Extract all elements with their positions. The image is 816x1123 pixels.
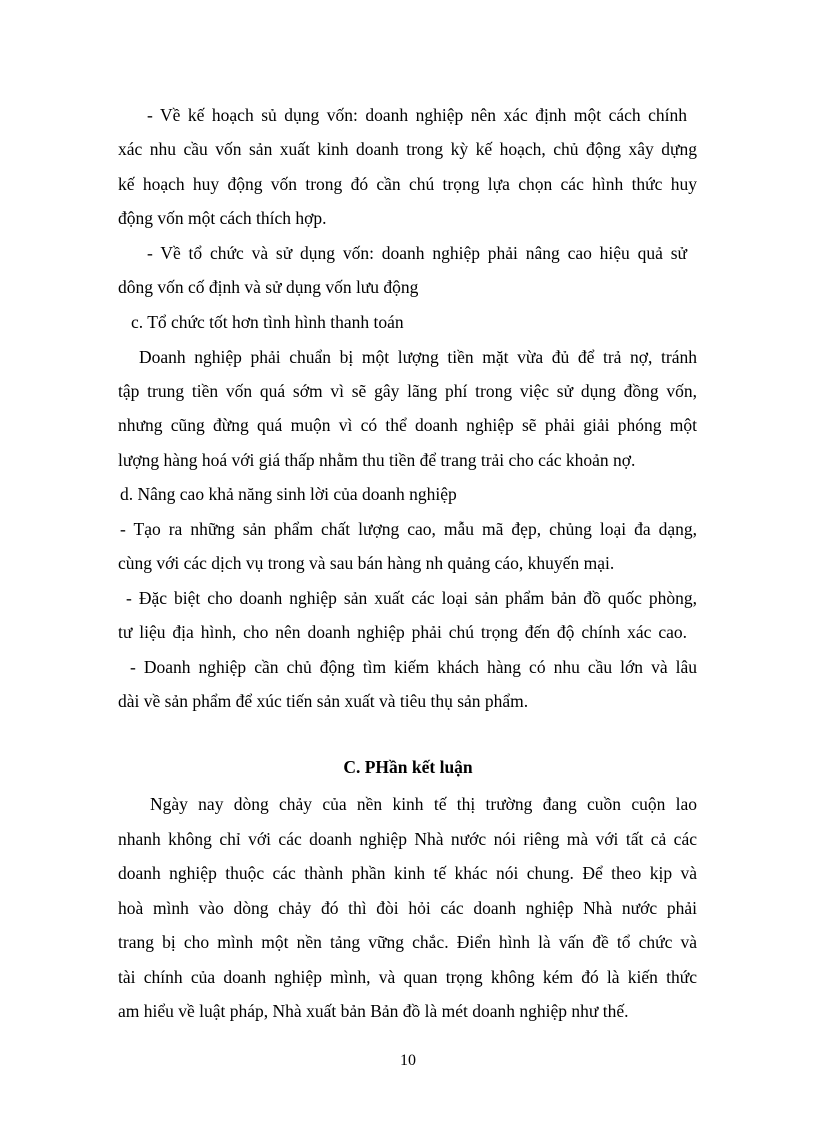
text-line: - Tạo ra những sản phẩm chất lượng cao, mẫu mã đẹp, chủng loại đa dạng, bbox=[120, 519, 697, 539]
text-line: động vốn một cách thích hợp. bbox=[118, 208, 327, 228]
text-line: - Đặc biệt cho doanh nghiệp sản xuất các loại sản phẩm bản đồ quốc phòng, bbox=[126, 588, 697, 608]
text-line: lượng hàng hoá với giá thấp nhằm thu tiền để trang trải cho các khoản nợ. bbox=[118, 450, 636, 470]
text-line: am hiểu về luật pháp, Nhà xuất bản Bản đồ là mét doanh nghiệp như thế. bbox=[118, 1001, 629, 1021]
text-line: tư liệu địa hình, cho nên doanh nghiệp phải chú trọng đến độ chính xác cao. bbox=[118, 622, 687, 642]
text-line: doanh nghiệp thuộc các thành phần kinh tế khác nói chung. Để theo kịp và bbox=[118, 863, 697, 883]
text-line: - Về tổ chức và sử dụng vốn: doanh nghiệp phải nâng cao hiệu quả sử bbox=[147, 243, 687, 263]
text-line: hoà mình vào dòng chảy đó thì đòi hỏi các doanh nghiệp Nhà nước phải bbox=[118, 898, 697, 918]
subheading: d. Nâng cao khả năng sinh lời của doanh nghiệp bbox=[120, 484, 457, 504]
text-line: dông vốn cố định và sử dụng vốn lưu động bbox=[118, 277, 419, 297]
text-line: cùng với các dịch vụ trong và sau bán hàng nh quảng cáo, khuyến mại. bbox=[118, 553, 615, 573]
page-number: 10 bbox=[400, 1052, 416, 1069]
text-line: trang bị cho mình một nền tảng vững chắc. Điển hình là vấn đề tổ chức và bbox=[118, 932, 697, 952]
text-line: Doanh nghiệp phải chuẩn bị một lượng tiền mặt vừa đủ để trả nợ, tránh bbox=[139, 347, 697, 367]
subheading: c. Tổ chức tốt hơn tình hình thanh toán bbox=[131, 312, 404, 332]
text-line: xác nhu cầu vốn sản xuất kinh doanh trong kỳ kế hoạch, chủ động xây dựng bbox=[118, 139, 697, 159]
text-line: nhưng cũng đừng quá muộn vì có thể doanh nghiệp sẽ phải giải phóng một bbox=[118, 415, 697, 435]
section-title: C. PHần kết luận bbox=[343, 757, 473, 777]
text-line: - Doanh nghiệp cần chủ động tìm kiếm khách hàng có nhu cầu lớn và lâu bbox=[130, 657, 697, 677]
text-line: kế hoạch huy động vốn trong đó cần chú trọng lựa chọn các hình thức huy bbox=[118, 174, 697, 194]
text-line: tài chính của doanh nghiệp mình, và quan trọng không kém đó là kiến thức bbox=[118, 967, 697, 987]
text-line: nhanh không chỉ với các doanh nghiệp Nhà nước nói riêng mà với tất cả các bbox=[118, 829, 697, 849]
text-line: dài về sản phẩm để xúc tiến sản xuất và tiêu thụ sản phẩm. bbox=[118, 691, 529, 711]
text-line: Ngày nay dòng chảy của nền kinh tế thị trường đang cuồn cuộn lao bbox=[150, 794, 697, 814]
text-line: tập trung tiền vốn quá sớm vì sẽ gây lãng phí trong việc sử dụng đồng vốn, bbox=[118, 381, 697, 401]
text-line: - Về kế hoạch sủ dụng vốn: doanh nghiệp nên xác định một cách chính bbox=[147, 105, 687, 125]
